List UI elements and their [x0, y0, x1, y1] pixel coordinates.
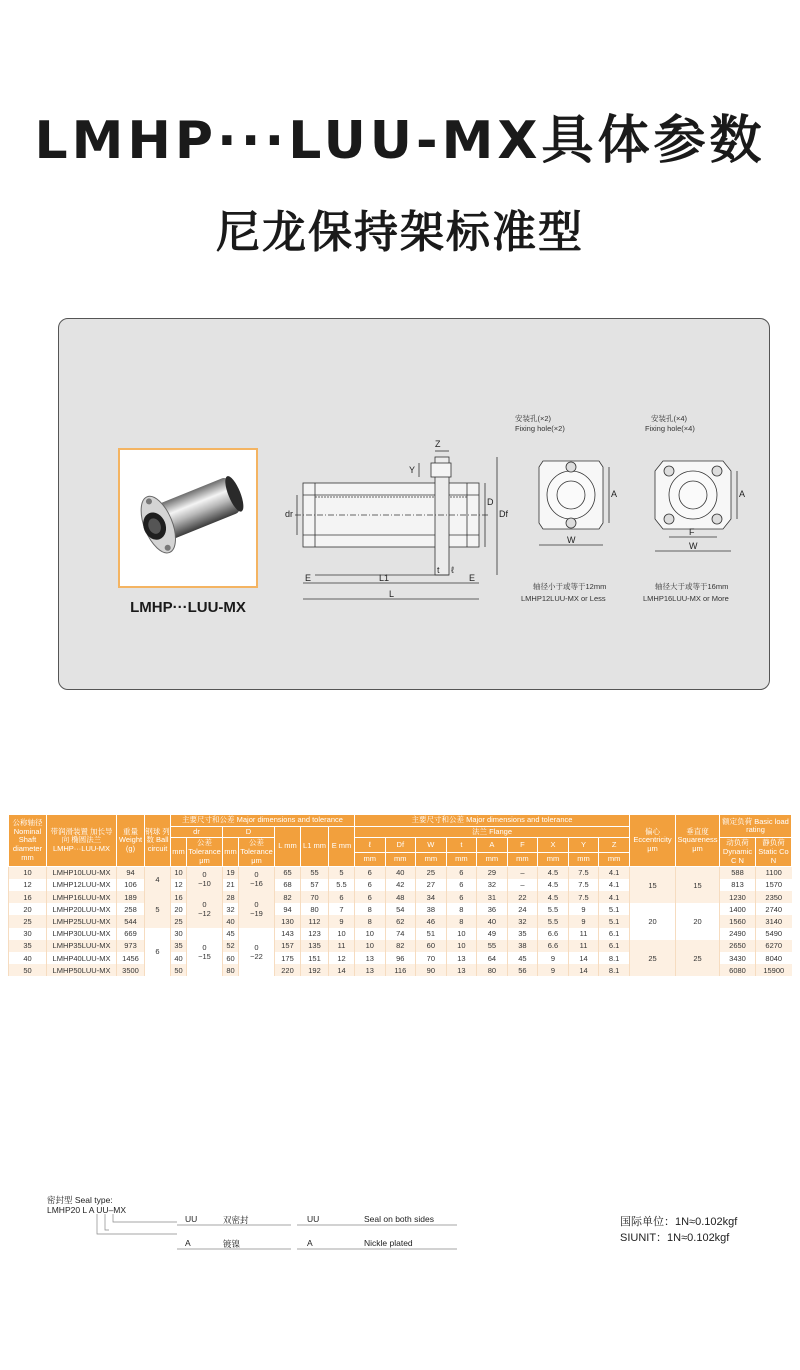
cell-shaft-diameter: 20	[9, 903, 47, 915]
cell-dynamic-load: 1400	[720, 903, 756, 915]
cell-dr: 10	[171, 867, 187, 879]
cell-flange-df: 74	[385, 928, 416, 940]
spec-table-body	[9, 867, 792, 977]
cell-dynamic-load: 1230	[720, 891, 756, 903]
cell-dynamic-load: 588	[720, 867, 756, 879]
cell-d: 21	[223, 879, 239, 891]
cell-flange-w: 25	[416, 867, 447, 879]
cell-d: 19	[223, 867, 239, 879]
cell-flange-a: 49	[477, 928, 508, 940]
large-hole-cn: 安装孔(×4)	[651, 414, 688, 423]
cell-static-load: 1570	[756, 879, 792, 891]
table-row	[9, 903, 792, 915]
seal-a-code-en: A	[307, 1238, 313, 1248]
cell-dr-tolerance-lower: −10	[198, 879, 211, 889]
th-l1: L1 mm	[301, 826, 329, 867]
cell-e: 11	[329, 940, 355, 952]
cell-flange-z: 5.1	[599, 903, 630, 915]
cell-dr-tolerance	[187, 928, 223, 977]
cell-dr: 20	[171, 903, 187, 915]
cell-weight: 106	[117, 879, 145, 891]
cell-flange-y: 11	[568, 940, 599, 952]
th-dr-mm: mm	[171, 838, 187, 867]
cell-flange-t: 13	[446, 964, 477, 976]
cell-l: 143	[275, 928, 301, 940]
cell-flange-a: 36	[477, 903, 508, 915]
dim-df: Df	[499, 509, 508, 519]
cell-flange-a: 55	[477, 940, 508, 952]
dim-d: D	[487, 497, 494, 507]
cell-flange-a: 80	[477, 964, 508, 976]
seal-a-en: Nickle plated	[364, 1238, 413, 1248]
cell-flange-df: 42	[385, 879, 416, 891]
cell-flange-x: 4.5	[538, 867, 569, 879]
cell-e: 5.5	[329, 879, 355, 891]
cell-static-load: 5490	[756, 928, 792, 940]
dim-l1: L1	[379, 573, 390, 583]
cell-e: 14	[329, 964, 355, 976]
cell-flange-df: 82	[385, 940, 416, 952]
th-balls: 钢球 列数 Ball circuit	[145, 815, 171, 867]
cell-flange-y: 7.5	[568, 867, 599, 879]
cell-flange-w: 46	[416, 915, 447, 927]
cell-d: 28	[223, 891, 239, 903]
cell-dr: 30	[171, 928, 187, 940]
cell-dr-tolerance	[187, 891, 223, 928]
cell-shaft-diameter: 25	[9, 915, 47, 927]
cell-flange-x: 5.5	[538, 903, 569, 915]
cell-flange-df: 40	[385, 867, 416, 879]
cell-flange-l: 8	[355, 915, 386, 927]
th-flange: 法兰 Flange	[355, 826, 630, 838]
seal-uu-code-en: UU	[307, 1214, 320, 1224]
cell-ball-circuit: 4	[145, 867, 171, 891]
cell-weight: 669	[117, 928, 145, 940]
cell-shaft-diameter: 40	[9, 952, 47, 964]
th-dr-tol: 公差 Tolerance μm	[187, 838, 223, 867]
cell-flange-f: –	[507, 879, 538, 891]
cell-flange-l: 13	[355, 964, 386, 976]
cell-part-number: LMHP25LUU-MX	[47, 915, 117, 927]
cell-flange-x: 6.6	[538, 928, 569, 940]
cell-part-number: LMHP12LUU-MX	[47, 879, 117, 891]
cell-flange-l: 6	[355, 867, 386, 879]
cell-d-tolerance-upper: 0	[254, 870, 259, 880]
cell-eccentricity: 20	[630, 903, 676, 940]
dim-ell: ℓ	[451, 565, 454, 575]
cell-squareness: 25	[676, 940, 720, 977]
cell-flange-x: 9	[538, 952, 569, 964]
cell-dr: 35	[171, 940, 187, 952]
cell-l: 130	[275, 915, 301, 927]
cell-dynamic-load: 2650	[720, 940, 756, 952]
dim-y: Y	[409, 465, 416, 475]
cell-flange-df: 48	[385, 891, 416, 903]
cell-flange-a: 40	[477, 915, 508, 927]
cell-flange-t: 8	[446, 903, 477, 915]
cell-dr-tolerance-upper: 0	[202, 900, 207, 910]
cell-dr-tolerance-lower: −15	[198, 951, 211, 961]
cell-dr-tolerance-upper: 0	[202, 942, 207, 952]
cell-shaft-diameter: 50	[9, 964, 47, 976]
cell-flange-z: 6.1	[599, 928, 630, 940]
cell-ball-circuit: 5	[145, 891, 171, 928]
cell-l: 68	[275, 879, 301, 891]
cell-flange-l: 10	[355, 928, 386, 940]
cell-flange-x: 9	[538, 964, 569, 976]
cell-d-tolerance-lower: −16	[250, 879, 263, 889]
dim-z: Z	[435, 439, 441, 449]
cell-dr: 16	[171, 891, 187, 903]
th-dynamic: 动负荷 Dynamic C N	[720, 838, 756, 867]
table-row	[9, 940, 792, 952]
cell-flange-a: 31	[477, 891, 508, 903]
cell-l: 82	[275, 891, 301, 903]
product-photo	[118, 448, 258, 588]
th-load: 额定负荷 Basic load rating	[720, 815, 792, 838]
th-nominal: 公称轴径 Nominal Shaft diameter mm	[9, 815, 47, 867]
th-weight: 重量 Weight (g)	[117, 815, 145, 867]
th-dr: dr	[171, 826, 223, 838]
page-title: LMHP···LUU-MX具体参数	[34, 111, 766, 171]
cell-flange-z: 8.1	[599, 964, 630, 976]
cell-dynamic-load: 6080	[720, 964, 756, 976]
cell-flange-a: 64	[477, 952, 508, 964]
cell-e: 10	[329, 928, 355, 940]
cell-l: 220	[275, 964, 301, 976]
th-part: 带润滑装置 加长导向 椭圆法兰 LMHP···LUU-MX	[47, 815, 117, 867]
dim-a-large: A	[739, 489, 746, 499]
cell-l1: 55	[301, 867, 329, 879]
th-df-mm: mm	[385, 852, 416, 866]
cell-flange-w: 70	[416, 952, 447, 964]
small-note-en: LMHP12LUU-MX or Less	[521, 594, 606, 603]
th-l: L mm	[275, 826, 301, 867]
cell-flange-l: 6	[355, 879, 386, 891]
cell-flange-df: 116	[385, 964, 416, 976]
cell-flange-t: 6	[446, 879, 477, 891]
cell-dr-tolerance-upper: 0	[202, 870, 207, 880]
cell-d: 32	[223, 903, 239, 915]
small-hole-cn: 安装孔(×2)	[515, 414, 552, 423]
dim-a-small: A	[611, 489, 618, 499]
seal-title: 密封型 Seal type:	[47, 1195, 113, 1205]
cell-flange-x: 4.5	[538, 891, 569, 903]
photo-label: LMHP···LUU-MX	[130, 599, 246, 616]
technical-drawing	[285, 405, 765, 625]
cell-d-tolerance	[239, 867, 275, 891]
small-note-cn: 轴径小于或等于12mm	[533, 582, 607, 591]
th-x: X	[538, 838, 569, 852]
cell-weight: 94	[117, 867, 145, 879]
cell-flange-x: 6.6	[538, 940, 569, 952]
cell-dynamic-load: 2490	[720, 928, 756, 940]
cell-e: 9	[329, 915, 355, 927]
th-ecc: 偏心 Eccentricity μm	[630, 815, 676, 867]
cell-flange-f: 32	[507, 915, 538, 927]
dim-t: t	[437, 565, 440, 575]
th-z-mm: mm	[599, 852, 630, 866]
cell-eccentricity: 15	[630, 867, 676, 904]
cell-flange-l: 13	[355, 952, 386, 964]
cell-d: 80	[223, 964, 239, 976]
cell-dynamic-load: 813	[720, 879, 756, 891]
cell-weight: 258	[117, 903, 145, 915]
cell-static-load: 3140	[756, 915, 792, 927]
cell-flange-f: 56	[507, 964, 538, 976]
cell-flange-t: 6	[446, 867, 477, 879]
cell-flange-f: –	[507, 867, 538, 879]
cell-static-load: 1100	[756, 867, 792, 879]
cell-shaft-diameter: 12	[9, 879, 47, 891]
cell-d: 45	[223, 928, 239, 940]
th-z: Z	[599, 838, 630, 852]
cell-l1: 151	[301, 952, 329, 964]
th-d-tol: 公差 Tolerance μm	[239, 838, 275, 867]
unit-en: SIUNIT：1N≈0.102kgf	[620, 1232, 730, 1244]
cell-part-number: LMHP40LUU-MX	[47, 952, 117, 964]
large-note-cn: 轴径大于或等于16mm	[655, 582, 729, 591]
dim-w-small: W	[567, 535, 576, 545]
cell-dr-tolerance	[187, 867, 223, 891]
cell-flange-l: 10	[355, 940, 386, 952]
cell-shaft-diameter: 16	[9, 891, 47, 903]
cell-flange-df: 54	[385, 903, 416, 915]
th-f: F	[507, 838, 538, 852]
cell-l1: 135	[301, 940, 329, 952]
cell-part-number: LMHP20LUU-MX	[47, 903, 117, 915]
th-d-mm: mm	[223, 838, 239, 867]
cell-flange-z: 8.1	[599, 952, 630, 964]
th-major1: 主要尺寸和公差 Major dimensions and tolerance	[171, 815, 355, 827]
cell-flange-t: 6	[446, 891, 477, 903]
cell-part-number: LMHP16LUU-MX	[47, 891, 117, 903]
large-note-en: LMHP16LUU-MX or More	[643, 594, 729, 603]
cell-flange-t: 8	[446, 915, 477, 927]
dim-l: L	[389, 589, 395, 599]
seal-code: LMHP20 L A UU–MX	[47, 1205, 127, 1215]
cell-flange-l: 8	[355, 903, 386, 915]
cell-flange-df: 62	[385, 915, 416, 927]
unit-cn: 国际单位：1N≈0.102kgf	[620, 1216, 738, 1228]
cell-flange-y: 14	[568, 964, 599, 976]
small-hole-en: Fixing hole(×2)	[515, 424, 565, 433]
cell-l: 94	[275, 903, 301, 915]
cell-dr: 40	[171, 952, 187, 964]
cell-part-number: LMHP30LUU-MX	[47, 928, 117, 940]
cell-flange-y: 7.5	[568, 891, 599, 903]
cell-d-tolerance-lower: −19	[250, 909, 263, 919]
cell-weight: 973	[117, 940, 145, 952]
cell-weight: 544	[117, 915, 145, 927]
th-ell: ℓ	[355, 838, 386, 852]
cell-ball-circuit: 6	[145, 928, 171, 977]
table-row	[9, 867, 792, 879]
cell-flange-w: 27	[416, 879, 447, 891]
cell-part-number: LMHP10LUU-MX	[47, 867, 117, 879]
cell-d: 52	[223, 940, 239, 952]
cell-l1: 80	[301, 903, 329, 915]
cell-l: 157	[275, 940, 301, 952]
cell-flange-z: 4.1	[599, 867, 630, 879]
cell-shaft-diameter: 30	[9, 928, 47, 940]
cell-flange-x: 5.5	[538, 915, 569, 927]
cell-flange-f: 24	[507, 903, 538, 915]
cell-flange-w: 38	[416, 903, 447, 915]
seal-uu-code: UU	[185, 1214, 198, 1224]
cell-part-number: LMHP50LUU-MX	[47, 964, 117, 976]
cell-dynamic-load: 1560	[720, 915, 756, 927]
cell-flange-t: 13	[446, 952, 477, 964]
th-df: Df	[385, 838, 416, 852]
dim-w-large: W	[689, 541, 698, 551]
cell-l: 175	[275, 952, 301, 964]
th-sq: 垂直度 Squareness μm	[676, 815, 720, 867]
th-f-mm: mm	[507, 852, 538, 866]
cell-flange-w: 51	[416, 928, 447, 940]
cell-e: 6	[329, 891, 355, 903]
cell-flange-x: 4.5	[538, 879, 569, 891]
dim-e-left: E	[305, 573, 312, 583]
cell-d-tolerance-lower: −22	[250, 951, 263, 961]
cell-e: 5	[329, 867, 355, 879]
cell-static-load: 15900	[756, 964, 792, 976]
cell-d-tolerance-upper: 0	[254, 942, 259, 952]
th-x-mm: mm	[538, 852, 569, 866]
seal-uu-en: Seal on both sides	[364, 1214, 434, 1224]
cell-eccentricity: 25	[630, 940, 676, 977]
th-d: D	[223, 826, 275, 838]
cell-static-load: 2350	[756, 891, 792, 903]
cell-squareness: 20	[676, 903, 720, 940]
cell-weight: 3500	[117, 964, 145, 976]
th-w: W	[416, 838, 447, 852]
large-hole-en: Fixing hole(×4)	[645, 424, 695, 433]
cell-d-tolerance	[239, 928, 275, 977]
cell-flange-z: 5.1	[599, 915, 630, 927]
cell-dr: 25	[171, 915, 187, 927]
cell-flange-l: 6	[355, 891, 386, 903]
th-major2: 主要尺寸和公差 Major dimensions and tolerance	[355, 815, 630, 827]
cell-dr: 12	[171, 879, 187, 891]
cell-static-load: 6270	[756, 940, 792, 952]
cell-d: 60	[223, 952, 239, 964]
cell-flange-f: 45	[507, 952, 538, 964]
cell-flange-z: 4.1	[599, 879, 630, 891]
cell-flange-f: 38	[507, 940, 538, 952]
cell-shaft-diameter: 35	[9, 940, 47, 952]
unit-note	[620, 1214, 737, 1246]
cell-flange-y: 9	[568, 915, 599, 927]
cell-d-tolerance	[239, 891, 275, 928]
cell-l: 65	[275, 867, 301, 879]
cell-part-number: LMHP35LUU-MX	[47, 940, 117, 952]
cell-d: 40	[223, 915, 239, 927]
cell-flange-f: 35	[507, 928, 538, 940]
dim-f-large: F	[689, 527, 695, 537]
cell-flange-y: 11	[568, 928, 599, 940]
cell-flange-a: 32	[477, 879, 508, 891]
seal-a-code: A	[185, 1238, 191, 1248]
cell-flange-y: 7.5	[568, 879, 599, 891]
th-ell-mm: mm	[355, 852, 386, 866]
cell-l1: 112	[301, 915, 329, 927]
page-subtitle: 尼龙保持架标准型	[216, 207, 584, 258]
cell-flange-w: 34	[416, 891, 447, 903]
th-a-mm: mm	[477, 852, 508, 866]
bearing-photo-icon	[120, 450, 256, 586]
cell-e: 12	[329, 952, 355, 964]
th-y-mm: mm	[568, 852, 599, 866]
th-a: A	[477, 838, 508, 852]
dim-e-right: E	[469, 573, 476, 583]
seal-a-cn: 镀镍	[223, 1239, 241, 1249]
th-e: E mm	[329, 826, 355, 867]
cell-d-tolerance-upper: 0	[254, 900, 259, 910]
cell-l1: 70	[301, 891, 329, 903]
cell-dynamic-load: 3430	[720, 952, 756, 964]
cell-squareness: 15	[676, 867, 720, 904]
cell-flange-z: 6.1	[599, 940, 630, 952]
seal-type-block	[47, 1194, 467, 1254]
cell-flange-a: 29	[477, 867, 508, 879]
cell-flange-z: 4.1	[599, 891, 630, 903]
cell-static-load: 2740	[756, 903, 792, 915]
cell-flange-df: 96	[385, 952, 416, 964]
seal-uu-cn: 双密封	[223, 1215, 249, 1225]
th-static: 静负荷 Static Co N	[756, 838, 792, 867]
cell-l1: 57	[301, 879, 329, 891]
cell-flange-y: 9	[568, 903, 599, 915]
cell-l1: 192	[301, 964, 329, 976]
cell-l1: 123	[301, 928, 329, 940]
dim-dr: dr	[285, 509, 294, 519]
cell-flange-w: 90	[416, 964, 447, 976]
th-w-mm: mm	[416, 852, 447, 866]
cell-weight: 189	[117, 891, 145, 903]
cell-flange-f: 22	[507, 891, 538, 903]
cell-static-load: 8040	[756, 952, 792, 964]
spec-table	[8, 814, 792, 976]
cell-flange-t: 10	[446, 940, 477, 952]
cell-e: 7	[329, 903, 355, 915]
cell-weight: 1456	[117, 952, 145, 964]
th-y: Y	[568, 838, 599, 852]
th-t-mm: mm	[446, 852, 477, 866]
cell-flange-y: 14	[568, 952, 599, 964]
cell-dr: 50	[171, 964, 187, 976]
th-t: t	[446, 838, 477, 852]
cell-shaft-diameter: 10	[9, 867, 47, 879]
cell-dr-tolerance-lower: −12	[198, 909, 211, 919]
cell-flange-t: 10	[446, 928, 477, 940]
cell-flange-w: 60	[416, 940, 447, 952]
